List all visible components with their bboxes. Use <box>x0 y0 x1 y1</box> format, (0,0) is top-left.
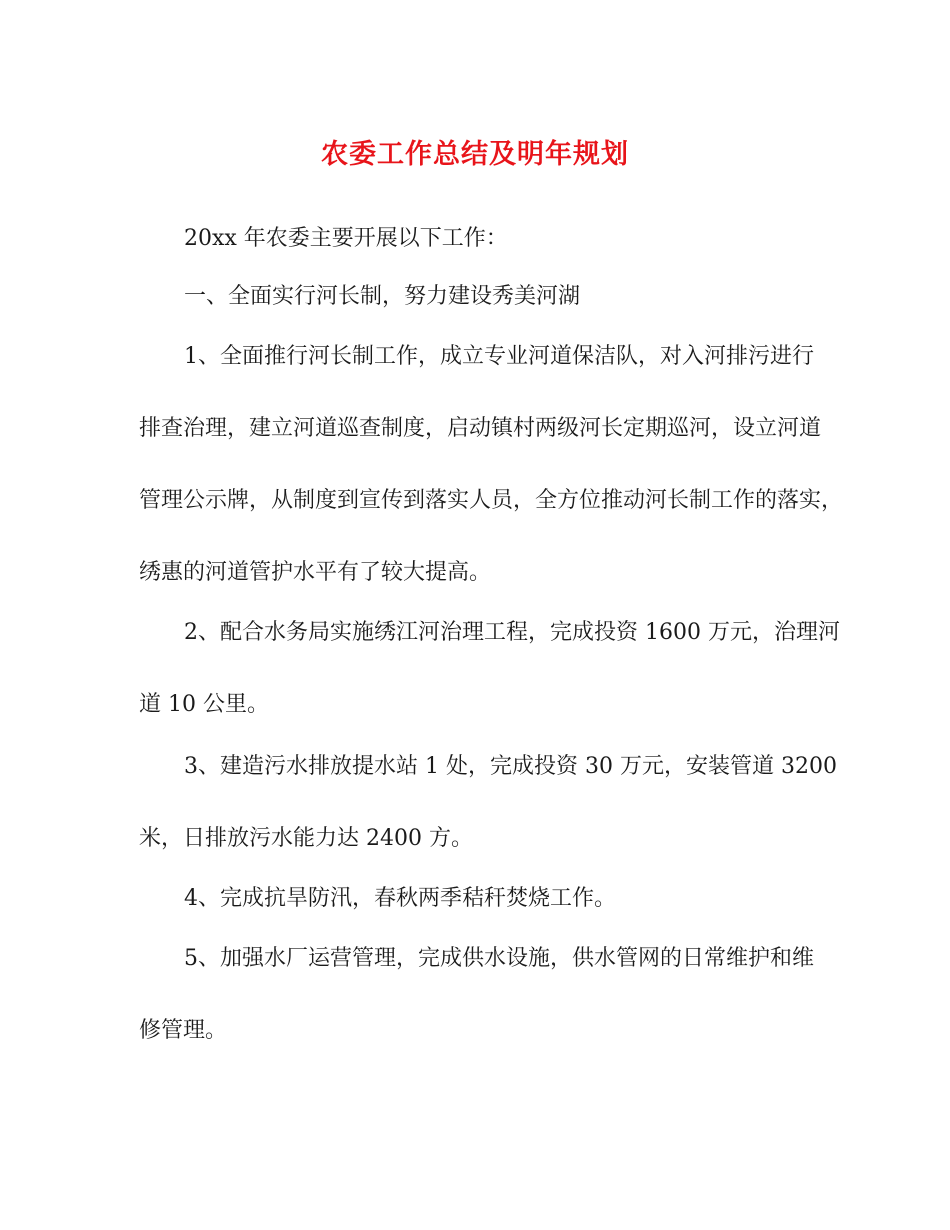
paragraph-line: 米，日排放污水能力达 2400 方。 <box>139 826 473 851</box>
section-heading: 一、全面实行河长制，努力建设秀美河湖 <box>184 284 581 309</box>
paragraph-line: 2、配合水务局实施绣江河治理工程，完成投资 1600 万元，治理河 <box>184 620 840 645</box>
paragraph-line: 5、加强水厂运营管理，完成供水设施，供水管网的日常维护和维 <box>184 946 814 971</box>
paragraph-line: 道 10 公里。 <box>139 692 269 717</box>
paragraph-line: 管理公示牌，从制度到宣传到落实人员，全方位推动河长制工作的落实， <box>139 488 844 513</box>
paragraph-line: 排查治理，建立河道巡查制度，启动镇村两级河长定期巡河，设立河道 <box>139 416 822 441</box>
document-title: 农委工作总结及明年规划 <box>321 139 629 170</box>
paragraph-line: 修管理。 <box>139 1018 228 1043</box>
paragraph-line: 1、全面推行河长制工作，成立专业河道保洁队，对入河排污进行 <box>184 344 814 369</box>
paragraph-line: 3、建造污水排放提水站 1 处，完成投资 30 万元，安装管道 3200 <box>184 754 837 779</box>
intro-line: 20xx 年农委主要开展以下工作： <box>184 226 508 251</box>
paragraph-line: 4、完成抗旱防汛，春秋两季秸秆焚烧工作。 <box>184 886 616 911</box>
paragraph-line: 绣惠的河道管护水平有了较大提高。 <box>139 560 492 585</box>
